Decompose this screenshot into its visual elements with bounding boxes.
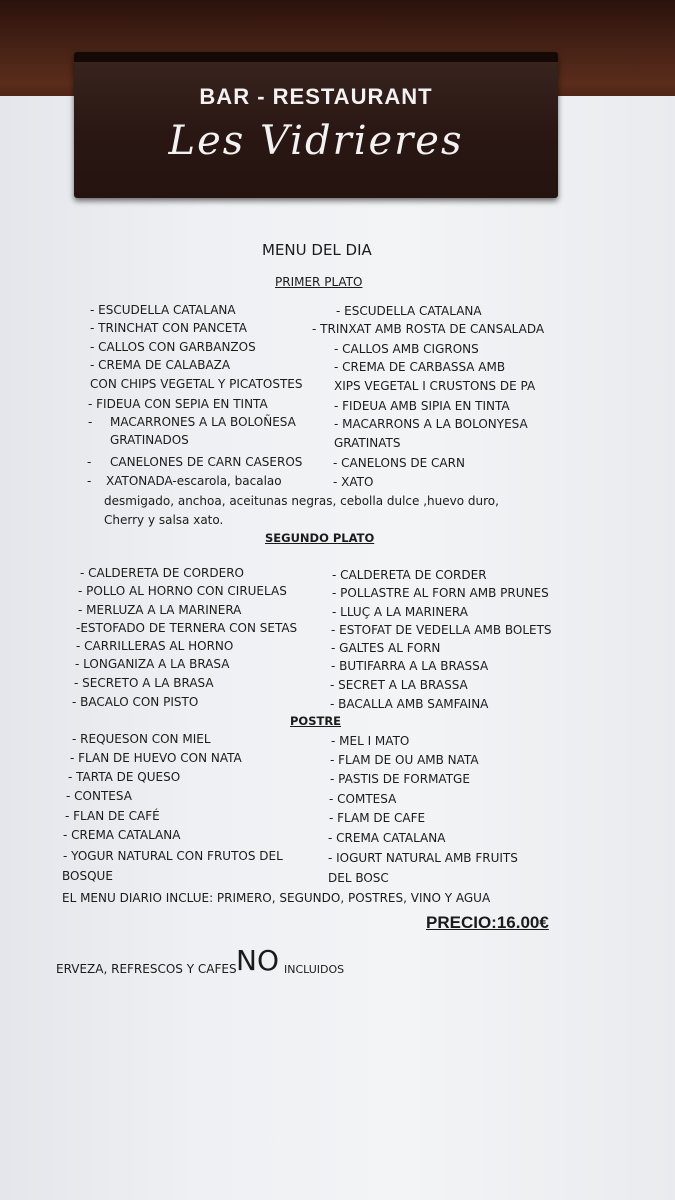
menu-item-es: CANELONES DE CARN CASEROS: [110, 455, 303, 469]
menu-item-ca: - CALDERETA DE CORDER: [332, 568, 487, 582]
menu-item-es: desmigado, anchoa, aceitunas negras, cebolla dulce ,huevo duro,: [104, 494, 499, 508]
menu-item-es: - YOGUR NATURAL CON FRUTOS DEL: [63, 849, 283, 863]
menu-item-ca: - PASTIS DE FORMATGE: [330, 772, 470, 786]
menu-item-es: - CALDERETA DE CORDERO: [80, 566, 244, 580]
menu-item-es: - BACALO CON PISTO: [72, 695, 199, 709]
menu-item-es: - LONGANIZA A LA BRASA: [75, 657, 230, 671]
menu-item-ca: - FLAM DE OU AMB NATA: [330, 753, 479, 767]
menu-item-es: -: [87, 455, 92, 469]
menu-item-ca: - TRINXAT AMB ROSTA DE CANSALADA: [312, 322, 545, 336]
section-heading-segundo: SEGUNDO PLATO: [265, 531, 375, 545]
menu-item-es: - ESCUDELLA CATALANA: [90, 303, 236, 317]
not-included-text: ERVEZA, REFRESCOS Y CAFES: [56, 962, 237, 976]
not-included-suffix: INCLUIDOS: [284, 963, 345, 976]
section-heading-postre: POSTRE: [290, 714, 342, 728]
menu-item-es: - SECRETO A LA BRASA: [74, 676, 214, 690]
menu-item-ca: - CREMA CATALANA: [328, 831, 446, 845]
menu-item-ca: - MEL I MATO: [331, 734, 410, 748]
menu-item-ca: XIPS VEGETAL I CRUSTONS DE PA: [334, 379, 536, 393]
menu-item-ca: - CALLOS AMB CIGRONS: [334, 342, 479, 356]
menu-item-ca: - IOGURT NATURAL AMB FRUITS: [328, 851, 518, 865]
menu-includes-note: EL MENU DIARIO INCLUE: PRIMERO, SEGUNDO, POSTRES, VINO Y AGUA: [62, 891, 491, 905]
menu-item-ca: - MACARRONS A LA BOLONYESA: [334, 417, 528, 431]
brand-subtitle: BAR - RESTAURANT: [199, 84, 433, 109]
menu-item-es: GRATINADOS: [110, 433, 189, 447]
menu-item-es: - CONTESA: [66, 789, 132, 803]
menu-item-ca: - ESCUDELLA CATALANA: [336, 304, 482, 318]
menu-item-es: - TARTA DE QUESO: [68, 770, 181, 784]
menu-item-ca: - BUTIFARRA A LA BRASSA: [331, 659, 489, 673]
menu-item-es: - POLLO AL HORNO CON CIRUELAS: [78, 584, 287, 598]
menu-item-ca: GRATINATS: [334, 436, 401, 450]
menu-item-es: CON CHIPS VEGETAL Y PICATOSTES: [90, 377, 303, 391]
menu-price: PRECIO:16.00€: [426, 913, 549, 932]
not-included-emphasis: NO: [236, 944, 279, 977]
menu-item-es: Cherry y salsa xato.: [104, 513, 224, 527]
menu-item-ca: - BACALLA AMB SAMFAINA: [330, 697, 489, 711]
menu-item-es: - REQUESON CON MIEL: [72, 732, 211, 746]
menu-item-ca: - SECRET A LA BRASSA: [330, 678, 468, 692]
menu-item-ca: - ESTOFAT DE VEDELLA AMB BOLETS: [331, 623, 552, 637]
menu-item-es: BOSQUE: [62, 869, 113, 883]
menu-item-es: - FIDEUA CON SEPIA EN TINTA: [88, 397, 268, 411]
menu-item-es: -: [88, 415, 93, 429]
menu-item-es: - MERLUZA A LA MARINERA: [78, 603, 242, 617]
menu-item-es: - CREMA CATALANA: [63, 828, 181, 842]
restaurant-sign: [74, 52, 558, 198]
menu-item-ca: - FLAM DE CAFE: [329, 811, 426, 825]
menu-item-es: - TRINCHAT CON PANCETA: [90, 321, 247, 335]
menu-item-ca: - CANELONS DE CARN: [333, 456, 465, 470]
menu-item-ca: - CREMA DE CARBASSA AMB: [334, 360, 506, 374]
menu-item-ca: - XATO: [333, 475, 374, 489]
menu-item-es: - FLAN DE CAFÉ: [65, 809, 160, 823]
brand-logo: Les Vidrieres: [168, 118, 464, 164]
menu-item-ca: - LLUÇ A LA MARINERA: [332, 605, 468, 619]
menu-item-ca: - FIDEUA AMB SIPIA EN TINTA: [334, 399, 510, 413]
section-heading-primer: PRIMER PLATO: [275, 275, 363, 289]
menu-item-ca: DEL BOSC: [328, 871, 389, 885]
menu-item-es: - CREMA DE CALABAZA: [90, 358, 231, 372]
menu-title: MENU DEL DIA: [262, 241, 372, 259]
menu-item-es: -ESTOFADO DE TERNERA CON SETAS: [76, 621, 298, 635]
menu-item-es: - CARRILLERAS AL HORNO: [76, 639, 234, 653]
menu-item-ca: - COMTESA: [329, 792, 397, 806]
menu-item-es: - CALLOS CON GARBANZOS: [90, 340, 256, 354]
menu-item-es: MACARRONES A LA BOLOÑESA: [110, 415, 296, 429]
menu-item-ca: - POLLASTRE AL FORN AMB PRUNES: [332, 586, 549, 600]
menu-item-es: -: [87, 474, 92, 488]
menu-item-es: - FLAN DE HUEVO CON NATA: [70, 751, 242, 765]
menu-item-ca: - GALTES AL FORN: [331, 641, 441, 655]
menu-item-es: XATONADA-escarola, bacalao: [106, 474, 282, 488]
sign-top-edge: [74, 52, 558, 62]
